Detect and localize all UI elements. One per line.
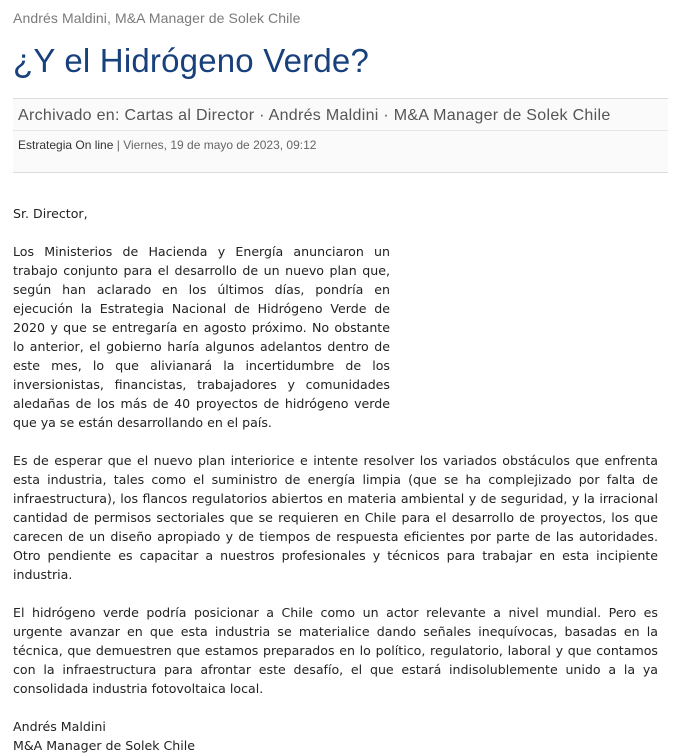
meta-divider xyxy=(13,130,668,131)
source-name: Estrategia On line xyxy=(18,138,114,152)
article-paragraph-3: El hidrógeno verde podría posicionar a Chile como un actor relevante a nivel mundial. Pero es urgente avanzar en que esta industria se materialice dando señales inequívocas, basadas en la técnica, que demuestren que estamos preparados en lo político, regulatorio, laboral y que contamos con la infraestructura para afrontar este desafío, el que estará indisolublemente unido a la ya consolidada industria fotovoltaica local. xyxy=(13,605,658,696)
article-body xyxy=(13,204,658,755)
signature-name: Andrés Maldini xyxy=(13,719,106,734)
article-meta-box xyxy=(13,98,668,173)
article-paragraph-1: Los Ministerios de Hacienda y Energía anunciaron un trabajo conjunto para el desarrollo de un nuevo plan que, según han aclarado en los últimos días, pondría en ejecución la Estrategia Nacional de Hidrógeno Verde de 2020 y que se entregaría en agosto próximo. No obstante lo anterior, el gobierno haría algunos adelantos dentro de este mes, lo que alivianará la incertidumbre de los inversionistas, financistas, trabajadores y comunidades aledañas de los más de 40 proyectos de hidrógeno verde que ya se están desarrollando en el país. xyxy=(13,244,390,430)
archived-in-line: Archivado en: Cartas al Director · Andrés Maldini · M&A Manager de Solek Chile xyxy=(18,107,611,124)
page-title: ¿Y el Hidrógeno Verde? xyxy=(13,42,370,79)
source-date-line xyxy=(18,138,316,152)
article-kicker: Andrés Maldini, M&A Manager de Solek Chile xyxy=(13,10,301,26)
publish-date: Viernes, 19 de mayo de 2023, 09:12 xyxy=(123,138,317,152)
signature-title: M&A Manager de Solek Chile xyxy=(13,738,196,753)
article-paragraph-2: Es de esperar que el nuevo plan interiorice e intente resolver los variados obstáculos que enfrenta esta industria, tales como el suministro de energía limpia (que se ha complejizado por falta de infraestructura), los flancos regulatorios abiertos en materia ambiental y de seguridad, y la irracional cantidad de permisos sectoriales que se requieren en Chile para el desarrollo de proyectos, los que carecen de un diseño apropiado y de tiempos de respuesta eficientes por parte de las autoridades. Otro pendiente es capacitar a nuestros profesionales y técnicos para trabajar en esta incipiente industria. xyxy=(13,453,658,582)
source-separator: | xyxy=(116,138,120,152)
salutation: Sr. Director, xyxy=(13,206,88,221)
